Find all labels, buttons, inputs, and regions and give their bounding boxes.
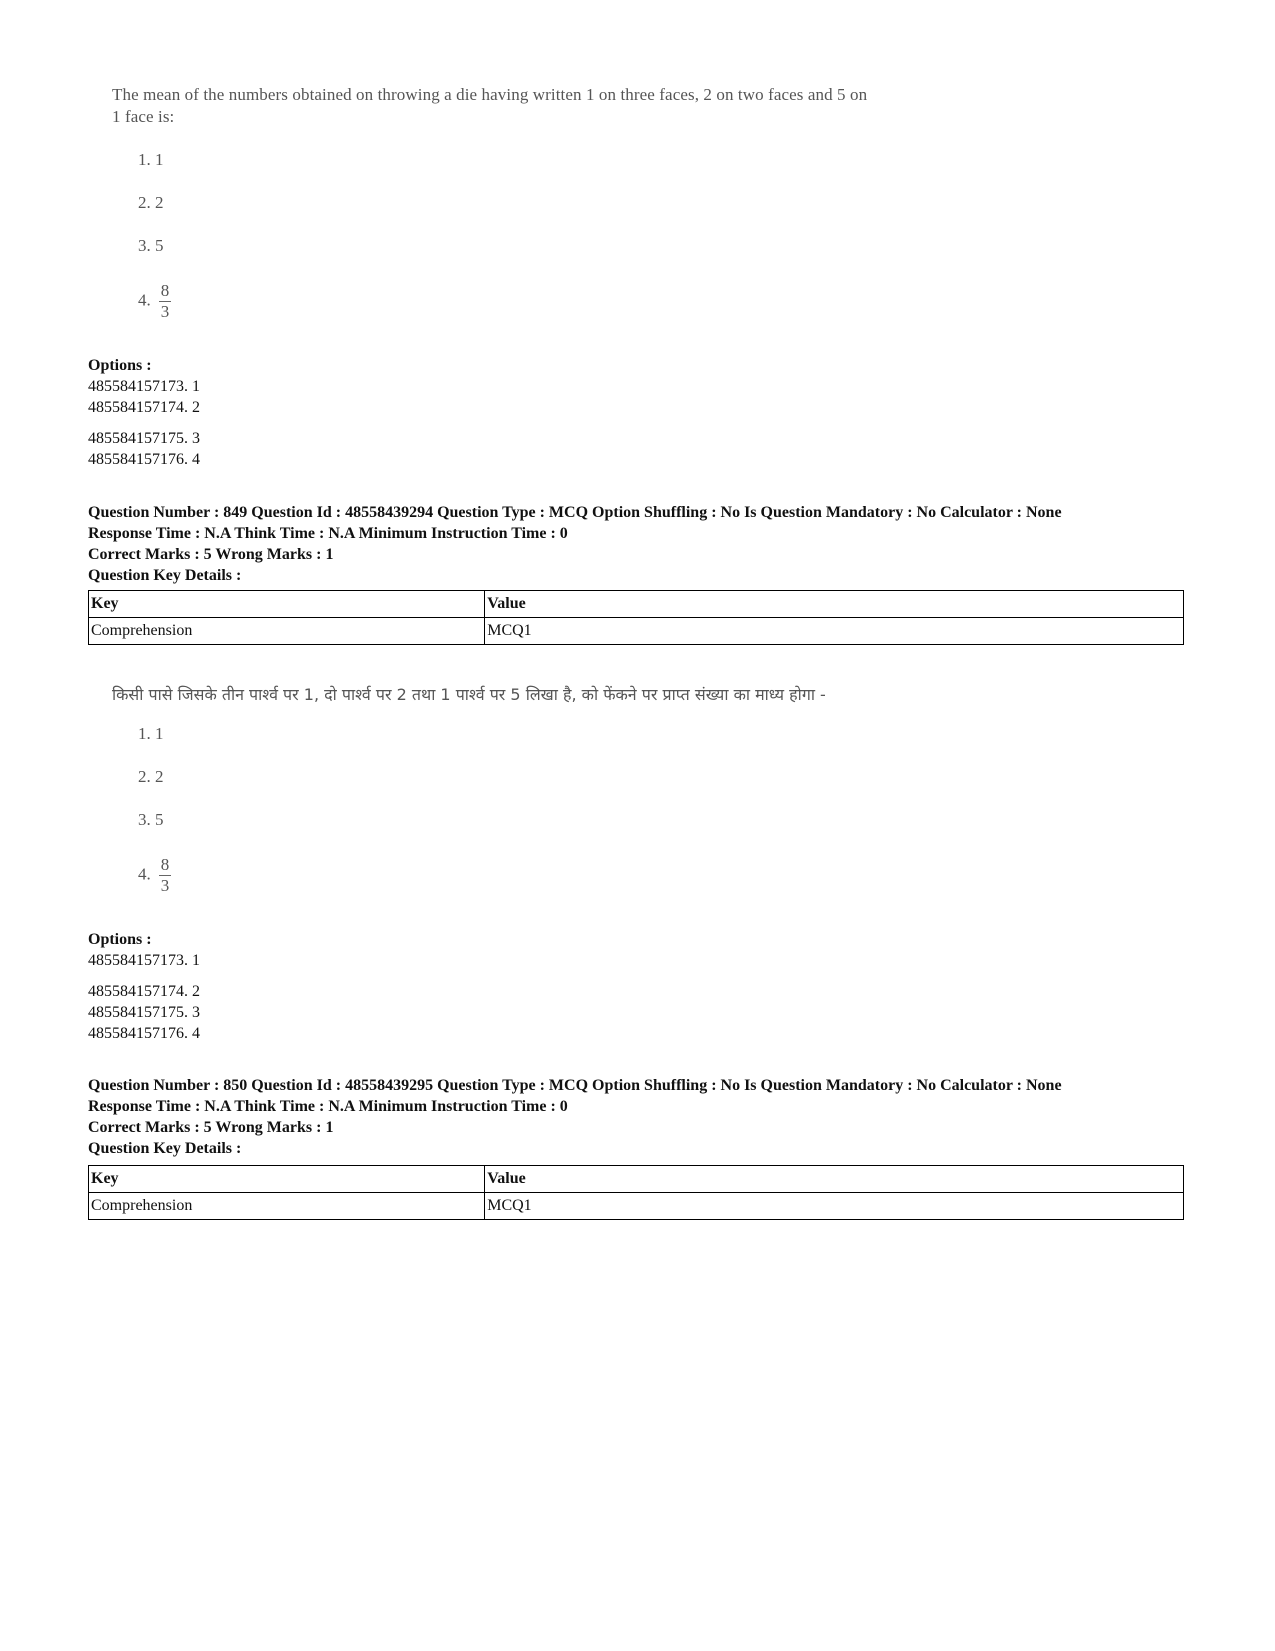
- table-row: [89, 618, 1184, 645]
- table-header-key: Key: [89, 591, 485, 618]
- question-key-table: [88, 590, 1184, 645]
- question-image-english: [112, 84, 1012, 128]
- option-item: 485584157176. 4: [88, 1025, 200, 1042]
- options-label: Options :: [88, 357, 152, 374]
- fraction: [159, 282, 171, 321]
- option-item: 485584157175. 3: [88, 430, 200, 447]
- table-header-value: Value: [485, 591, 1184, 618]
- table-header-key: Key: [89, 1166, 485, 1193]
- option-item: 485584157174. 2: [88, 983, 200, 1000]
- table-header-row: [89, 591, 1184, 618]
- option-item: 485584157175. 3: [88, 1004, 200, 1021]
- choice-1: 1. 1: [138, 150, 164, 169]
- choice-4: [138, 282, 171, 321]
- option-item: 485584157173. 1: [88, 378, 200, 395]
- question-header-line1: Question Number : 850 Question Id : 48558439295 Question Type : MCQ Option Shuffling : No Is Question Mandatory : No Calculator : None: [88, 1077, 1062, 1094]
- table-header-row: [89, 1166, 1184, 1193]
- table-row: [89, 1193, 1184, 1220]
- question-header-line4: Question Key Details :: [88, 567, 242, 584]
- question-stem: The mean of the numbers obtained on throwing a die having written 1 on three faces, 2 on two faces and 5 on: [112, 85, 868, 104]
- table-cell-value: MCQ1: [485, 618, 1184, 645]
- choice-1: 1. 1: [138, 724, 164, 743]
- question-header-line2: Response Time : N.A Think Time : N.A Minimum Instruction Time : 0: [88, 1098, 568, 1115]
- table-cell-value: MCQ1: [485, 1193, 1184, 1220]
- question-stem-hindi: किसी पासे जिसके तीन पार्श्व पर 1, दो पार्श्व पर 2 तथा 1 पार्श्व पर 5 लिखा है, को फेंकने पर प्राप्त संख्या का माध्य होगा -: [112, 685, 826, 704]
- fraction-numerator: 8: [160, 281, 170, 300]
- option-item: 485584157173. 1: [88, 952, 200, 969]
- choice-4-prefix: 4.: [138, 864, 151, 884]
- choice-4-prefix: 4.: [138, 290, 151, 310]
- table-cell-key: Comprehension: [89, 1193, 485, 1220]
- fraction-denominator: 3: [160, 302, 170, 321]
- table-header-value: Value: [485, 1166, 1184, 1193]
- fraction-denominator: 3: [160, 876, 170, 895]
- choice-2: 2. 2: [138, 193, 164, 212]
- choice-3: 3. 5: [138, 810, 164, 829]
- choice-2: 2. 2: [138, 767, 164, 786]
- option-item: 485584157174. 2: [88, 399, 200, 416]
- option-item: 485584157176. 4: [88, 451, 200, 468]
- options-label: Options :: [88, 931, 152, 948]
- question-header-line3: Correct Marks : 5 Wrong Marks : 1: [88, 1119, 334, 1136]
- question-stem-continued: 1 face is:: [112, 107, 175, 126]
- fraction-numerator: 8: [160, 855, 170, 874]
- question-header-line3: Correct Marks : 5 Wrong Marks : 1: [88, 546, 334, 563]
- fraction: [159, 856, 171, 895]
- choice-4: [138, 856, 171, 895]
- choice-3: 3. 5: [138, 236, 164, 255]
- table-cell-key: Comprehension: [89, 618, 485, 645]
- question-header-line1: Question Number : 849 Question Id : 48558439294 Question Type : MCQ Option Shuffling : No Is Question Mandatory : No Calculator : None: [88, 504, 1062, 521]
- question-header-line4: Question Key Details :: [88, 1140, 242, 1157]
- question-key-table: [88, 1165, 1184, 1220]
- question-header-line2: Response Time : N.A Think Time : N.A Minimum Instruction Time : 0: [88, 525, 568, 542]
